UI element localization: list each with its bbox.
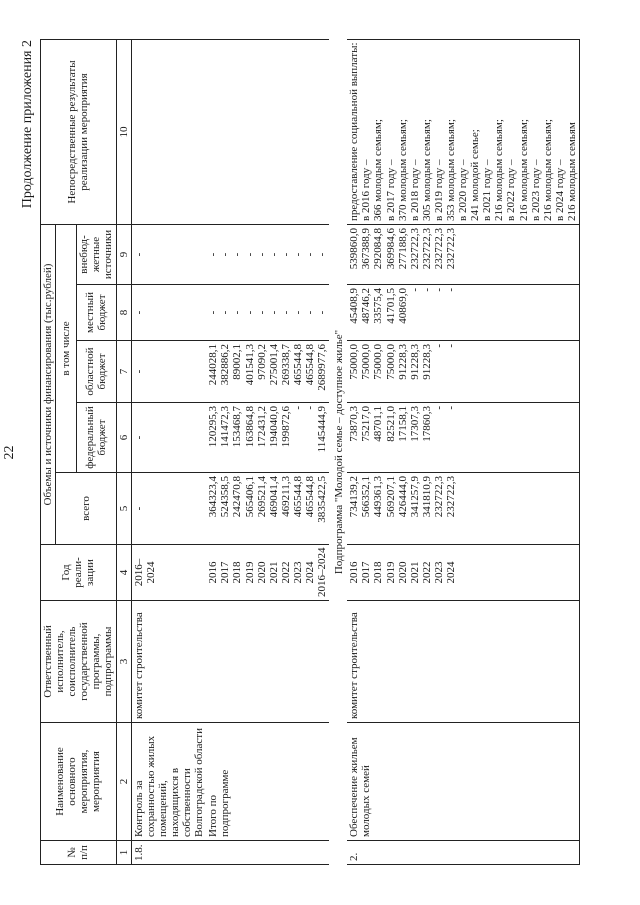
cell-line: в 2021 году – — [481, 159, 494, 221]
cell-line: 216 молодым семьям — [565, 122, 578, 221]
cell-line: 2017 — [360, 561, 373, 584]
cell-line: 341810,9 — [420, 476, 433, 518]
cell-line: 216 молодым семьям; — [493, 119, 506, 221]
cell-line: 172431,2 — [255, 406, 268, 448]
cell-line: 364323,4 — [207, 476, 220, 518]
cell-line: 75000,0 — [384, 344, 397, 380]
cell-line: в 2019 году – — [432, 159, 445, 221]
cell-line: 465544,8 — [303, 476, 316, 518]
cell-line: - — [445, 344, 457, 348]
cell-line: 2023 — [432, 561, 445, 584]
cell-line: 232722,3 — [445, 227, 457, 270]
cell-line: 734139,2 — [348, 476, 361, 518]
col-number: 5 — [116, 473, 131, 545]
col-number: 10 — [116, 39, 131, 224]
header-executor: Ответственный исполнитель, соисполнитель государственной программы, подпрограммы — [41, 601, 117, 723]
row-1-8-year: 2016–2024 — [131, 545, 206, 601]
cell-line: в 2018 году – — [408, 159, 421, 221]
cell-line: 48746,2 — [360, 288, 373, 324]
cell-line: - — [207, 310, 220, 315]
col-number: 4 — [116, 545, 131, 601]
header-num: № п/п — [41, 841, 117, 865]
row-1-8-local: - — [131, 285, 206, 341]
cell-line: 305 молодым семьям; — [420, 119, 433, 221]
cell-line: 75000,0 — [348, 344, 361, 380]
header-local: местный бюджет — [77, 285, 116, 341]
cell-line: 1145444,9 — [316, 406, 329, 453]
cell-line: - — [219, 310, 232, 315]
cell-line: 91228,3 — [408, 344, 421, 380]
header-including: в том числе — [56, 224, 77, 472]
cell-line: 2017 — [219, 561, 232, 584]
cell-line: 82521,0 — [384, 406, 397, 442]
cell-line: в 2023 году – — [529, 159, 542, 221]
cell-line: 17860,3 — [420, 406, 433, 442]
cell-line: - — [445, 406, 457, 410]
cell-line: - — [432, 406, 445, 410]
cell-line: 120295,3 — [207, 406, 220, 448]
cell-line: 353 молодым семьям; — [445, 119, 457, 221]
cell-line: - — [316, 310, 329, 315]
cell-line: 91228,3 — [396, 344, 409, 380]
cell-line: в 2024 году – — [553, 159, 566, 221]
itogo-local — [206, 285, 329, 341]
cell-line: предоставление социальной выплаты: — [348, 42, 361, 221]
cell-line: 277188,6 — [396, 227, 409, 270]
cell-line: 2021 — [408, 561, 421, 584]
row-1-8-executor: комитет строительства — [131, 601, 206, 723]
itogo-years — [206, 545, 329, 601]
cell-line: 2020 — [396, 561, 409, 584]
cell-line: 2020 — [255, 561, 268, 584]
cell-line: - — [255, 310, 268, 315]
col-number: 2 — [116, 723, 131, 841]
cell-line: 2023 — [291, 561, 304, 584]
header-extra: внебюд- жетные источники — [77, 224, 116, 284]
cell-line: 566352,1 — [360, 476, 373, 518]
row-2-local — [347, 285, 579, 341]
col-number: 7 — [116, 341, 131, 403]
cell-line: - — [267, 310, 280, 315]
subprogram-title-row — [329, 39, 347, 864]
cell-line: 366 молодым семьям; — [372, 119, 385, 221]
cell-line: 2019 — [384, 561, 397, 584]
cell-line: 292084,8 — [372, 227, 385, 270]
row-2 — [347, 39, 579, 864]
row-1-8-extra: - — [131, 224, 206, 284]
cell-line: 469041,4 — [267, 476, 280, 518]
header-total: всего — [56, 473, 116, 545]
cell-line: 97090,2 — [255, 344, 268, 380]
cell-line: - — [255, 252, 268, 257]
cell-line: 569207,1 — [384, 476, 397, 518]
cell-line: 401541,3 — [243, 344, 256, 386]
row-2-name: Обеспечение жильем молодых семей — [347, 723, 579, 841]
cell-line: 2018 — [231, 561, 244, 584]
header-federal: федеральный бюджет — [77, 403, 116, 473]
cell-line: 469211,3 — [279, 476, 292, 517]
cell-line: 2022 — [279, 561, 292, 584]
row-2-federal — [347, 403, 579, 473]
cell-line: - — [291, 252, 304, 257]
itogo-extra — [206, 224, 329, 284]
cell-line: 524358,5 — [219, 476, 232, 518]
cell-line: - — [408, 288, 421, 292]
row-1-8-result — [131, 39, 206, 224]
cell-line: 75217,0 — [360, 406, 373, 442]
cell-line: 2016 — [348, 561, 361, 584]
cell-line: - — [267, 252, 280, 257]
cell-line: - — [243, 310, 256, 315]
row-2-num: 2. — [347, 841, 579, 865]
cell-line: - — [445, 288, 457, 292]
row-1-8-num: 1.8. — [131, 841, 206, 865]
cell-line: 232722,3 — [445, 476, 457, 518]
cell-line: 275001,4 — [267, 344, 280, 386]
itogo-label: Итого по подпрограмме — [206, 723, 329, 841]
cell-line: в 2020 году – — [457, 159, 470, 221]
cell-line: 539860,0 — [348, 227, 361, 270]
continuation-label: Продолжение приложения 2 — [20, 40, 35, 209]
row-2-years — [347, 545, 579, 601]
page-number: 22 — [2, 445, 17, 460]
cell-line: - — [207, 252, 220, 257]
header-regional: областной бюджет — [77, 341, 116, 403]
cell-line: 269521,4 — [255, 476, 268, 518]
cell-line: 465544,8 — [291, 476, 304, 518]
cell-line: 17307,3 — [408, 406, 421, 442]
row-itogo — [206, 39, 329, 864]
header-results: Непосредственные результаты реализации мероприятия — [41, 39, 117, 224]
row-1-8-total: - — [131, 473, 206, 545]
cell-line: 141472,3 — [219, 406, 232, 448]
cell-line: 382886,2 — [219, 344, 232, 386]
cell-line: 369984,6 — [384, 227, 397, 270]
cell-line: 269338,7 — [279, 344, 292, 386]
cell-line: - — [303, 252, 316, 257]
col-number: 6 — [116, 403, 131, 473]
cell-line: 2024 — [303, 561, 316, 584]
cell-line: 242470,8 — [231, 476, 244, 518]
cell-line: 232722,3 — [420, 227, 433, 270]
col-number: 8 — [116, 285, 131, 341]
cell-line: 216 молодым семьям; — [517, 119, 530, 221]
cell-line: - — [279, 252, 292, 257]
cell-line: 40869,0 — [396, 288, 409, 324]
cell-line: - — [243, 252, 256, 257]
cell-line: 465544,8 — [291, 344, 304, 386]
financing-table — [40, 39, 580, 865]
cell-line: 2022 — [420, 561, 433, 584]
cell-line: 241 молодой семье; — [469, 129, 482, 221]
cell-line: в 2016 году – — [360, 159, 373, 221]
cell-line: 449361,3 — [372, 476, 385, 518]
col-number: 3 — [116, 601, 131, 723]
cell-line: 426444,0 — [396, 476, 409, 518]
itogo-regional — [206, 341, 329, 403]
row-2-result — [347, 39, 579, 224]
cell-line: 244028,1 — [207, 344, 220, 386]
col-number: 1 — [116, 841, 131, 865]
cell-line: 2021 — [267, 561, 280, 584]
cell-line: - — [291, 310, 304, 315]
cell-line: - — [279, 310, 292, 315]
cell-line: 153468,7 — [231, 406, 244, 448]
header-year: Год реали- зации — [41, 545, 117, 601]
cell-line: 48701,1 — [372, 406, 385, 442]
row-1-8-name: Контроль за сохранностью жилых помещений, находящихся в собственности Волгоградской области — [131, 723, 206, 841]
cell-line: 89002,1 — [231, 344, 244, 380]
cell-line: 45408,9 — [348, 288, 361, 324]
cell-line: 2016–2024 — [316, 547, 329, 597]
itogo-total — [206, 473, 329, 545]
cell-line: 2018 — [372, 561, 385, 584]
row-2-total — [347, 473, 579, 545]
cell-line: - — [219, 252, 232, 257]
cell-line: 232722,3 — [432, 227, 445, 270]
cell-line: 17158,1 — [396, 406, 409, 442]
cell-line: - — [432, 288, 445, 292]
cell-line: 3835422,5 — [316, 476, 329, 523]
row-2-extra — [347, 224, 579, 284]
cell-line: 2019 — [243, 561, 256, 584]
cell-line: 2689977,6 — [316, 344, 329, 391]
cell-line: 232722,3 — [408, 227, 421, 270]
cell-line: - — [303, 310, 316, 315]
cell-line: 33575,4 — [372, 288, 385, 324]
cell-line: - — [231, 252, 244, 257]
cell-line: 465544,8 — [303, 344, 316, 386]
cell-line: 163864,8 — [243, 406, 256, 448]
cell-line: 565406,1 — [243, 476, 256, 518]
cell-line: 216 молодым семьям; — [541, 119, 554, 221]
cell-line: 367388,9 — [360, 227, 373, 270]
cell-line: - — [316, 252, 329, 257]
row-2-regional — [347, 341, 579, 403]
cell-line: 341257,9 — [408, 476, 421, 518]
row-1-8-federal: - — [131, 403, 206, 473]
cell-line: - — [432, 344, 445, 348]
cell-line: 199872,6 — [279, 406, 292, 448]
cell-line: в 2017 году – — [384, 159, 397, 221]
column-numbers-row — [116, 39, 131, 864]
cell-line: в 2022 году – — [505, 159, 518, 221]
cell-line: 91228,3 — [420, 344, 433, 380]
cell-line: 2024 — [445, 561, 457, 584]
cell-line: 2016 — [207, 561, 220, 584]
cell-line: 75000,0 — [360, 344, 373, 380]
row-1-8 — [131, 39, 206, 864]
subprogram-title: Подпрограмма "Молодой семье – доступное жилье" — [333, 329, 346, 575]
header-name: Наименование основного мероприятия, мероприятия — [41, 723, 117, 841]
cell-line: 73870,3 — [348, 406, 361, 442]
row-2-executor: комитет строительства — [347, 601, 579, 723]
cell-line: - — [303, 406, 316, 410]
cell-line: 370 молодым семьям; — [396, 119, 409, 221]
cell-line: - — [420, 288, 433, 292]
itogo-federal — [206, 403, 329, 473]
cell-line: 41701,5 — [384, 288, 397, 324]
cell-line: 75000,0 — [372, 344, 385, 380]
col-number: 9 — [116, 224, 131, 284]
header-financing-group: Объемы и источники финансирования (тыс.рублей) — [41, 224, 56, 544]
cell-line: - — [291, 406, 304, 410]
cell-line: 194040,0 — [267, 406, 280, 448]
cell-line: - — [231, 310, 244, 315]
row-1-8-regional: - — [131, 341, 206, 403]
cell-line: 232722,3 — [432, 476, 445, 518]
